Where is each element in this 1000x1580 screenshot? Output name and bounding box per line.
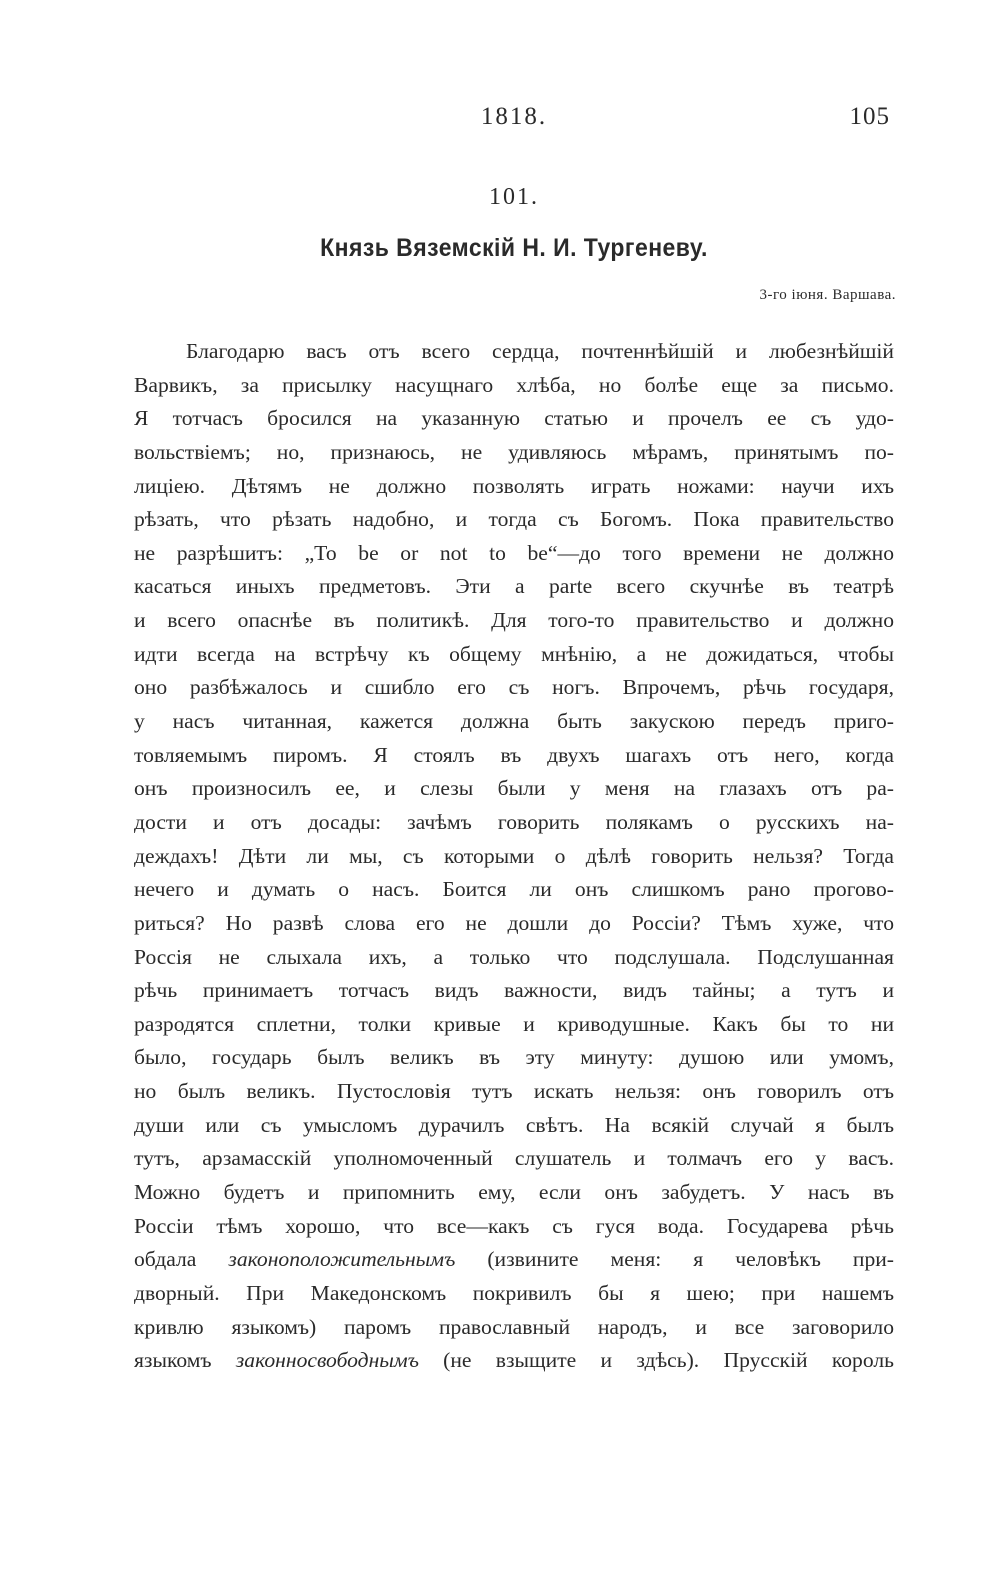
italic-term: законоположительнымъ — [228, 1247, 456, 1272]
body-line: оно разбѣжалось и сшибло его съ ногъ. Впрочемъ, рѣчь государя, — [134, 675, 894, 700]
body-line: Благодарю васъ отъ всего сердца, почтеннѣйшій и любезнѣйшій — [186, 339, 894, 363]
body-line: Варвикъ, за присылку насущнаго хлѣба, но болѣе еще за письмо. — [134, 372, 894, 397]
body-line: Я тотчасъ бросился на указанную статью и прочелъ ее съ удо- — [134, 406, 894, 431]
body-line: души или съ умысломъ дурачилъ свѣтъ. На всякій случай я былъ — [134, 1112, 894, 1137]
body-line: не разрѣшитъ: „To be or not to be“—до того времени не должно — [134, 540, 894, 565]
body-line: лиціею. Дѣтямъ не должно позволять играть ножами: научи ихъ — [134, 473, 894, 498]
line-text: (извините меня: я человѣкъ при- — [455, 1247, 894, 1272]
body-line: риться? Но развѣ слова его не дошли до Россіи? Тѣмъ хуже, что — [134, 910, 894, 935]
body-line: но былъ великъ. Пустословія тутъ искать нельзя: онъ говорилъ отъ — [134, 1079, 894, 1104]
running-head-year: 1818. — [480, 103, 548, 130]
line-text: (не взыщите и здѣсь). Прусскій король — [418, 1348, 894, 1373]
line-text: обдала — [134, 1247, 229, 1272]
body-line: кривлю языкомъ) паромъ православный народъ, и все заговорило — [134, 1314, 894, 1339]
body-line: Россіи тѣмъ хорошо, что все—какъ съ гуся вода. Государева рѣчь — [134, 1213, 894, 1238]
running-head — [134, 103, 894, 139]
body-line: у насъ читанная, кажется должна быть закускою передъ приго- — [134, 709, 894, 734]
body-line: идти всегда на встрѣчу къ общему мнѣнію, а не дожидаться, чтобы — [134, 641, 894, 666]
letter-body — [134, 335, 894, 1395]
body-line: деждахъ! Дѣти ли мы, съ которыми о дѣлѣ говорить нельзя? Тогда — [134, 843, 894, 868]
line-text: языкомъ — [134, 1348, 236, 1373]
body-line: товляемымъ пиромъ. Я стоялъ въ двухъ шагахъ отъ него, когда — [134, 742, 894, 767]
body-line: касаться иныхъ предметовъ. Эти a parte всего скучнѣе въ театрѣ — [134, 574, 894, 599]
body-line: рѣзать, что рѣзать надобно, и тогда съ Богомъ. Пока правительство — [134, 507, 894, 532]
letter-title: Князь Вяземскій Н. И. Тургеневу. — [320, 234, 708, 262]
body-line: вольствіемъ; но, признаюсь, не удивляюсь мѣрамъ, принятымъ по- — [134, 439, 894, 464]
body-line: и всего опаснѣе въ политикѣ. Для того-то правительство и должно — [134, 608, 894, 633]
body-line: разродятся сплетни, толки кривые и криводушные. Какъ бы то ни — [134, 1011, 894, 1036]
body-line: тутъ, арзамасскій уполномоченный слушатель и толмачъ его у васъ. — [134, 1146, 894, 1171]
body-line-with-italic — [134, 1344, 894, 1378]
body-line: Россія не слыхала ихъ, а только что подслушала. Подслушанная — [134, 944, 894, 969]
body-line: дворный. При Македонскомъ покривилъ бы я шею; при нашемъ — [134, 1280, 894, 1305]
page-number: 105 — [849, 103, 890, 130]
body-line: рѣчь принимаетъ тотчасъ видъ важности, видъ тайны; а тутъ и — [134, 978, 894, 1003]
body-line: было, государь былъ великъ въ эту минуту: душою или умомъ, — [134, 1045, 894, 1070]
italic-term: законносвободнымъ — [235, 1348, 419, 1373]
body-line: дости и отъ досады: зачѣмъ говорить полякамъ о русскихъ на- — [134, 809, 894, 834]
body-line: Можно будетъ и припомнить ему, если онъ забудетъ. У насъ въ — [134, 1180, 894, 1205]
body-line-with-italic — [134, 1243, 894, 1277]
body-line: нечего и думать о насъ. Боится ли онъ слишкомъ рано проговo- — [134, 877, 894, 902]
letter-dateline: 3-го іюня. Варшава. — [759, 287, 896, 303]
body-line: онъ произносилъ ее, и слезы были у меня на глазахъ отъ ра- — [134, 776, 894, 801]
letter-number: 101. — [489, 184, 539, 210]
